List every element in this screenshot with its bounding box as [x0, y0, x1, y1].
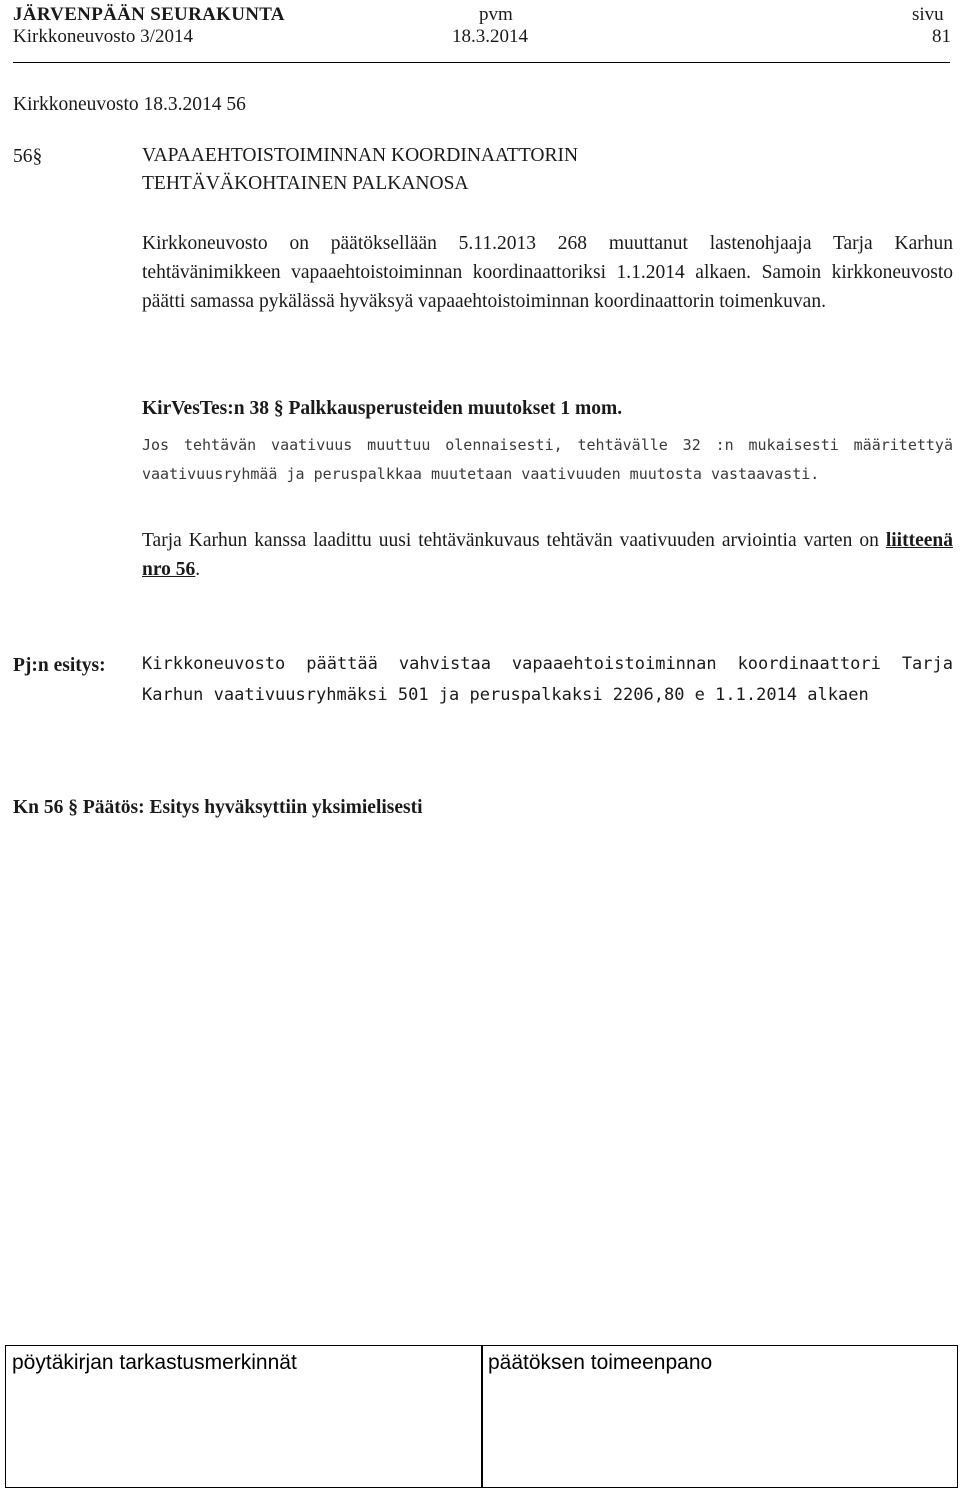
sivu-label: sivu [912, 4, 944, 25]
attachment-link[interactable]: liitteenä nro 56 [142, 530, 953, 580]
attachment-end: . [195, 559, 201, 580]
footer-execution-box [481, 1345, 958, 1488]
kirvestes-heading [142, 394, 622, 423]
organization-name: JÄRVENPÄÄN SEURAKUNTA [13, 4, 285, 25]
decision-line [13, 793, 423, 822]
attachment-sentence: Tarja Karhun kanssa laadittu uusi tehtävänkuvaus tehtävän vaativuuden arviointia varten on [142, 530, 886, 551]
meeting-line: Kirkkoneuvosto 18.3.2014 56 [13, 94, 246, 115]
footer-review-label: pöytäkirjan tarkastusmerkinnät [12, 1351, 297, 1374]
section-number-value: 56 [13, 146, 33, 167]
section-title-line2: TEHTÄVÄKOHTAINEN PALKANOSA [142, 173, 469, 194]
paragraph-background: Kirkkoneuvosto on päätöksellään 5.11.2013 268 muuttanut lastenohjaaja Tarja Karhun tehtävänimikkeen vapaaehtoistoiminnan koordinaattoriksi 1.1.2014 alkaen. Samoin kirkkoneuvosto päätti samassa pykälässä hyväksyä vapaaehtoistoiminnan koordinaattorin toimenkuvan. [142, 233, 953, 312]
header-date: 18.3.2014 [452, 26, 528, 47]
proposal-label: Pj:n esitys: [13, 655, 106, 676]
decision-text: Päätös: Esitys hyväksyttiin yksimielisesti [82, 797, 423, 818]
page-number: 81 [932, 26, 951, 47]
section-title-line1: VAPAAEHTOISTOIMINNAN KOORDINAATTORIN [142, 145, 579, 166]
pvm-label: pvm [479, 4, 513, 25]
section-sign-icon: § [273, 398, 284, 419]
paragraph-rule-quote: Jos tehtävän vaativuus muuttuu olennaisesti, tehtävälle 32 :n mukaisesti määritettyä vaativuusryhmää ja peruspalkkaa muutetaan vaativuuden muutosta vastaavasti. [142, 436, 953, 483]
footer-review-box [5, 1345, 483, 1488]
proposal-text: Kirkkoneuvosto päättää vahvistaa vapaaehtoistoiminnan koordinaattori Tarja Karhun vaativuusryhmäksi 501 ja peruspalkaksi 2206,80 e 1.1.2014 alkaen [142, 654, 953, 705]
section-title [142, 142, 578, 198]
kirvestes-title: Palkkausperusteiden muutokset 1 mom. [288, 398, 623, 419]
section-sign-icon: § [68, 797, 79, 818]
footer-execution-label: päätöksen toimeenpano [488, 1351, 713, 1374]
kirvestes-prefix: KirVesTes:n 38 [142, 398, 269, 419]
section-number [13, 142, 42, 171]
section-sign-icon: § [32, 146, 43, 167]
decision-prefix: Kn 56 [13, 797, 64, 818]
header-rule [13, 62, 950, 63]
document-name: Kirkkoneuvosto 3/2014 [13, 26, 193, 47]
paragraph-attachment [142, 526, 953, 584]
